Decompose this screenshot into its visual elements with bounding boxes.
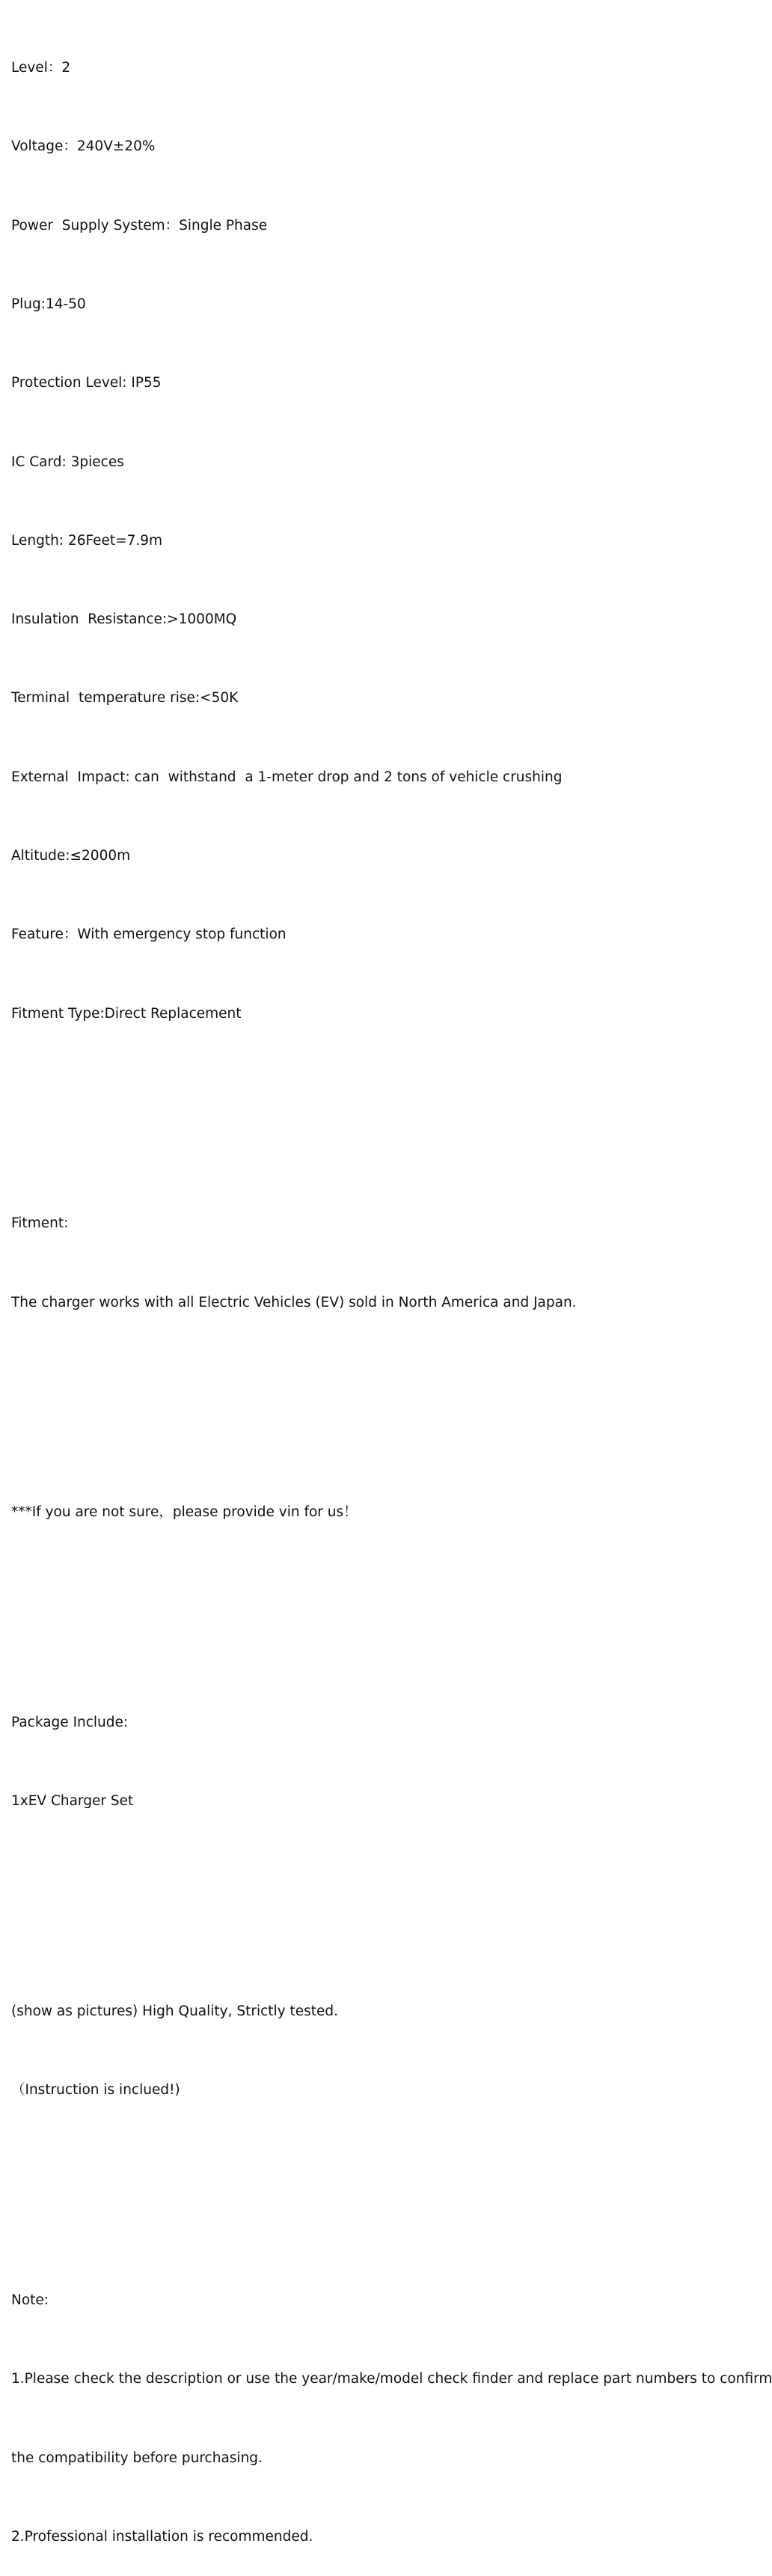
spacer	[11, 1605, 759, 1631]
note-heading: Note:	[11, 2292, 49, 2309]
note-line-1a: 1.Please check the description or use the year/make/model check finder and replace part numbers to confirm	[11, 2371, 772, 2387]
spec-protection-level: Protection Level: IP55	[11, 375, 162, 391]
spec-terminal-temperature: Terminal temperature rise:<50K	[11, 690, 239, 706]
spacer	[11, 1394, 759, 1420]
spec-power-supply: Power Supply System：Single Phase	[11, 217, 268, 234]
vin-note: ***If you are not sure，please provide vin for us！	[11, 1504, 358, 1521]
instruction-text: （Instruction is inclued!)	[11, 2082, 180, 2099]
spec-ic-card: IC Card: 3pieces	[11, 454, 124, 470]
spec-external-impact: External Impact: can withstand a 1-meter drop and 2 tons of vehicle crushing	[11, 769, 563, 785]
spacer	[11, 1105, 759, 1132]
spec-level: Level：2	[11, 60, 71, 76]
package-item: 1xEV Charger Set	[11, 1793, 134, 1810]
spec-fitment-type: Fitment Type:Direct Replacement	[11, 1005, 242, 1022]
spacer	[11, 1893, 759, 1920]
fitment-text: The charger works with all Electric Vehicles (EV) sold in North America and Japan.	[11, 1294, 577, 1310]
spec-length: Length: 26Feet=7.9m	[11, 532, 163, 549]
note-line-1b: the compatibility before purchasing.	[11, 2450, 263, 2466]
product-description	[11, 2, 772, 2576]
fitment-heading: Fitment:	[11, 1215, 69, 1232]
spec-insulation-resistance: Insulation Resistance:>1000MQ	[11, 611, 237, 628]
spec-feature: Feature：With emergency stop function	[11, 927, 287, 943]
spec-plug: Plug:14-50	[11, 296, 86, 313]
note-line-2: 2.Professional installation is recommended.	[11, 2529, 313, 2545]
spacer	[11, 2182, 759, 2209]
spec-altitude: Altitude:≤2000m	[11, 848, 131, 864]
spec-voltage: Voltage：240V±20%	[11, 138, 156, 155]
package-heading: Package Include:	[11, 1715, 129, 1731]
quality-text: (show as pictures) High Quality, Strictly tested.	[11, 2003, 339, 2020]
